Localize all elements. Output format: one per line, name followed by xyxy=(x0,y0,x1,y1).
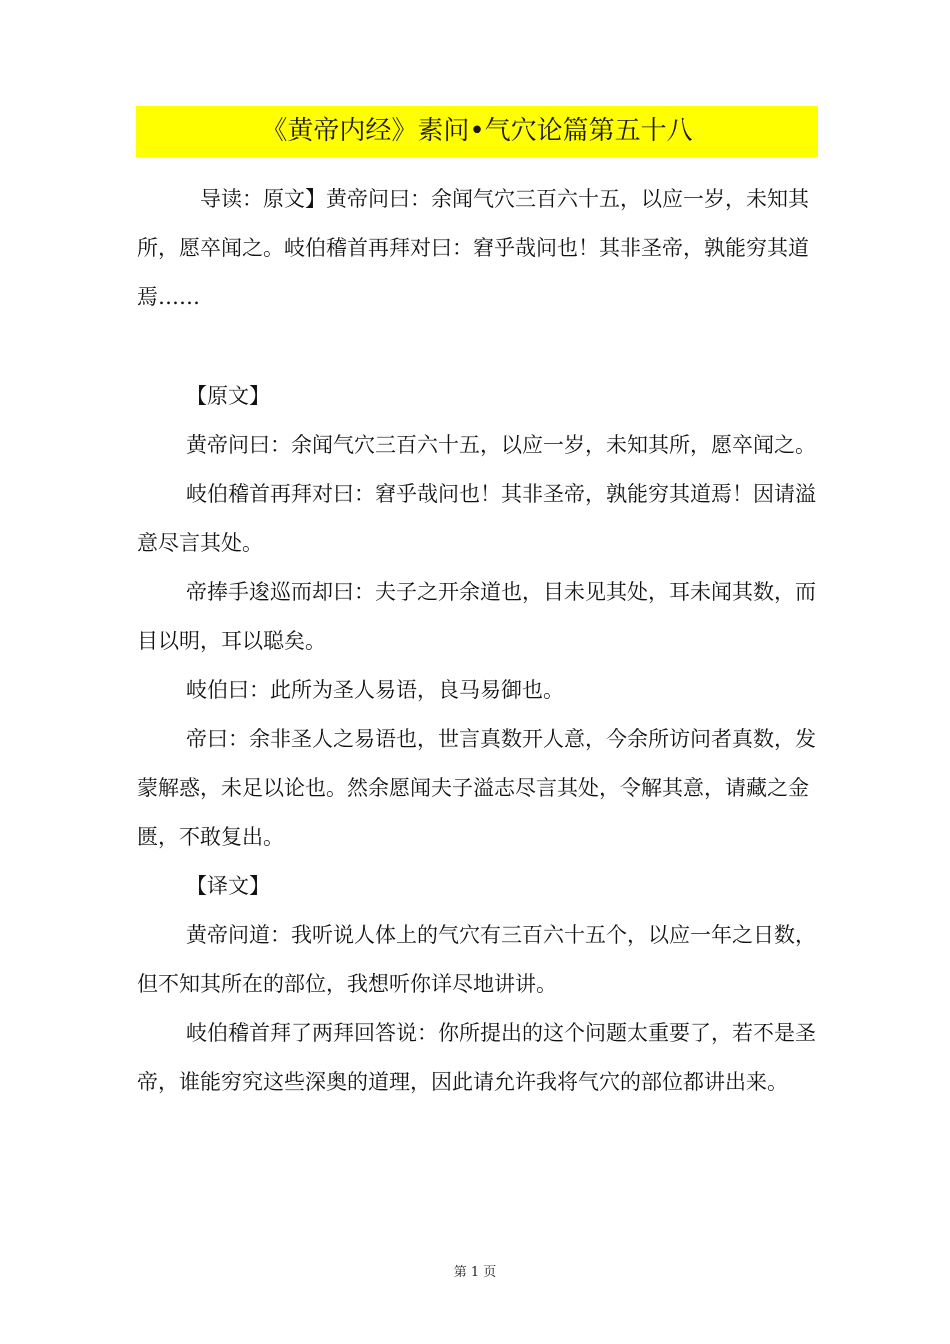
document-title: 《黄帝内经》素问•气穴论篇第五十八 xyxy=(261,116,693,146)
paragraph: 岐伯曰：此所为圣人易语，良马易御也。 xyxy=(186,678,564,702)
title-highlight-bar xyxy=(136,106,818,157)
intro-paragraph: 导读：原文】黄帝问曰：余闻气穴三百六十五，以应一岁，未知其所，愿卒闻之。岐伯稽首再拜对曰：窘乎哉问也！其非圣帝，孰能穷其道焉…… xyxy=(137,187,809,309)
main-content xyxy=(137,372,819,1107)
paragraph: 岐伯稽首拜了两拜回答说：你所提出的这个问题太重要了，若不是圣帝，谁能穷究这些深奥的道理，因此请允许我将气穴的部位都讲出来。 xyxy=(137,1021,816,1094)
paragraph: 黄帝问道：我听说人体上的气穴有三百六十五个，以应一年之日数，但不知其所在的部位，我想听你详尽地讲讲。 xyxy=(137,923,816,996)
section-heading-translation: 【译文】 xyxy=(186,874,270,898)
paragraph: 岐伯稽首再拜对曰：窘乎哉问也！其非圣帝，孰能穷其道焉！因请溢意尽言其处。 xyxy=(137,482,816,555)
section-heading-original: 【原文】 xyxy=(186,384,270,408)
paragraph: 帝曰：余非圣人之易语也，世言真数开人意，今余所访问者真数，发蒙解惑，未足以论也。然余愿闻夫子溢志尽言其处，令解其意，请藏之金匮，不敢复出。 xyxy=(137,727,816,849)
paragraph: 黄帝问曰：余闻气穴三百六十五，以应一岁，未知其所，愿卒闻之。 xyxy=(186,433,816,457)
page-number: 第 1 页 xyxy=(453,1265,497,1280)
paragraph: 帝捧手逡巡而却曰：夫子之开余道也，目未见其处，耳未闻其数，而目以明，耳以聪矣。 xyxy=(137,580,816,653)
